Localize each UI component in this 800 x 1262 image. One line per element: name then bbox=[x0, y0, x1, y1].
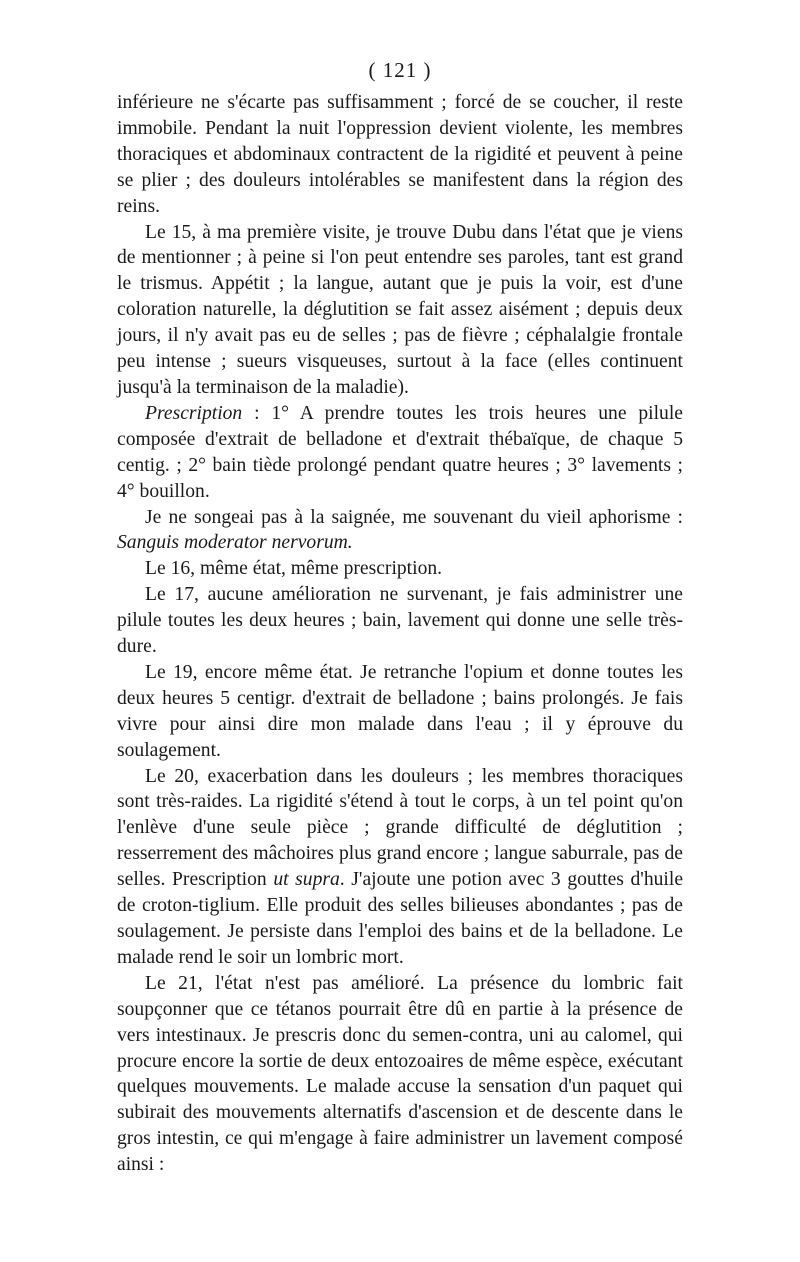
paragraph-text: Le 16, même état, même prescription. bbox=[145, 558, 443, 580]
paragraph-aphorism bbox=[117, 505, 683, 557]
ut-supra-text: ut supra bbox=[273, 869, 340, 891]
paragraph-text: inférieure ne s'écarte pas suffisamment ; forcé de se coucher, il reste immobile. Pendant la nuit l'oppression devient violente, les membres thoraciques et abdominaux contractent de la rigidité et peuvent à peine se plier ; des douleurs intolérables se manifestent dans la région des reins. bbox=[117, 92, 683, 217]
paragraph-7 bbox=[117, 660, 683, 764]
paragraph-text: Le 17, aucune amélioration ne survenant, je fais administrer une pilule toutes les deux heures ; bain, lavement qui donne une selle très-dure. bbox=[117, 584, 683, 658]
paragraph-text: Le 20, exacerbation dans les douleurs ; les membres thoraciques sont très-raides. La rigidité s'étend à tout le corps, à un tel point qu'on l'enlève d'une seule pièce ; grande difficulté de déglutition ; resserrement des mâchoires plus grand encore ; langue saburrale, pas de selles. Prescription bbox=[117, 765, 683, 891]
paragraph-9 bbox=[117, 971, 683, 1178]
paragraph-prescription bbox=[117, 401, 683, 505]
paragraph-text: : 1° A prendre toutes les trois heures une pilule composée d'extrait de belladone et d'extrait thébaïque, de chaque 5 centig. ; 2° bain tiède prolongé pendant quatre heures ; 3° lavements ; 4° bouillon. bbox=[117, 402, 683, 502]
paragraph-text: Le 19, encore même état. Je retranche l'opium et donne toutes les deux heures 5 centigr. d'extrait de belladone ; bains prolongés. Je fais vivre pour ainsi dire mon malade dans l'eau ; il y éprouve du soulagement. bbox=[117, 661, 683, 761]
aphorism-quote: Sanguis moderator nervorum. bbox=[117, 532, 353, 554]
paragraph-text: Je ne songeai pas à la saignée, me souvenant du vieil aphorisme : bbox=[145, 506, 683, 528]
paragraph-text: . J'ajoute une potion avec 3 gouttes d'huile de croton-tiglium. Elle produit des selles bilieuses abondantes ; pas de soulagement. Je persiste dans l'emploi des bains et de la belladone. Le malade rend le soir un lombric mort. bbox=[117, 869, 684, 968]
page-body bbox=[117, 90, 683, 1178]
prescription-label: Prescription bbox=[145, 402, 243, 424]
page-number: ( 121 ) bbox=[368, 58, 432, 82]
paragraph-2 bbox=[117, 220, 683, 401]
paragraph-text: Le 21, l'état n'est pas amélioré. La présence du lombric fait soupçonner que ce tétanos pourrait être dû en partie à la présence de vers intestinaux. Je prescris donc du semen-contra, uni au calomel, qui procure encore la sortie de deux entozoaires de même espèce, exécutant quelques mouvements. Le malade accuse la sensation d'un paquet qui subirait des mouvements alternatifs d'ascension et de descente dans le gros intestin, ce qui m'engage à faire administrer un lavement composé ainsi : bbox=[117, 972, 683, 1176]
paragraph-8 bbox=[117, 764, 683, 971]
paragraph-text: Le 15, à ma première visite, je trouve Dubu dans l'état que je viens de mentionner ; à peine si l'on peut entendre ses paroles, tant est grand le trismus. Appétit ; la langue, autant que je puis la voir, est d'une coloration naturelle, la déglutition se fait assez aisément ; depuis deux jours, il n'y avait pas eu de selles ; pas de fièvre ; céphalalgie frontale peu intense ; sueurs visqueuses, surtout à la face (elles continuent jusqu'à la terminaison de la maladie). bbox=[117, 221, 683, 398]
paragraph-6 bbox=[117, 582, 683, 660]
paragraph-1 bbox=[117, 90, 683, 220]
paragraph-5 bbox=[117, 556, 683, 582]
